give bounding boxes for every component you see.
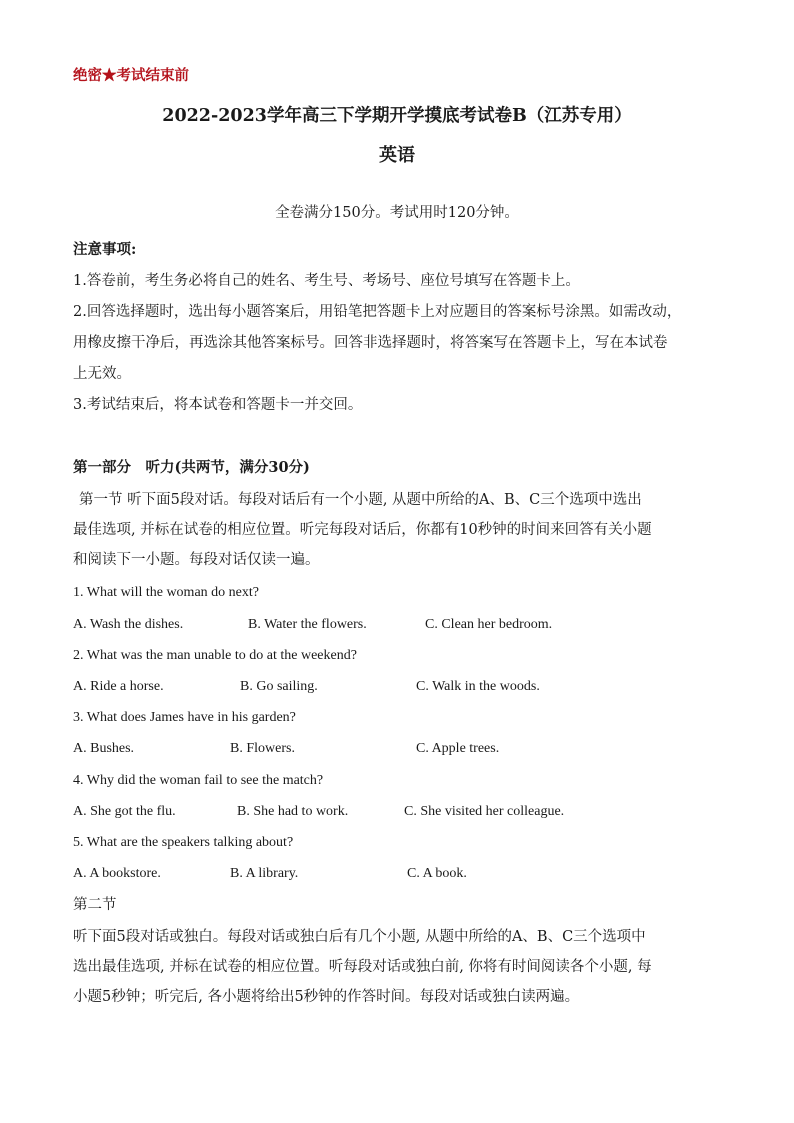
question-3-option-b: B. Flowers. <box>230 741 295 756</box>
section2-intro-line-2: 选出最佳选项, 并标在试卷的相应位置。听每段对话或独白前, 你将有时间阅读各个小题, 每 <box>73 959 652 975</box>
question-3-option-c: C. Apple trees. <box>416 741 500 756</box>
confidential-label: 绝密★考试结束前 <box>73 67 189 84</box>
note-item-1: 1.答卷前，考生务必将自己的姓名、考生号、考场号、座位号填写在答题卡上。 <box>73 273 580 289</box>
section1-intro-line-3: 和阅读下一小题。每段对话仅读一遍。 <box>73 552 320 568</box>
section2-heading: 第二节 <box>73 897 117 913</box>
question-2-option-c: C. Walk in the woods. <box>416 679 540 694</box>
note-item-3: 3.考试结束后，将本试卷和答题卡一并交回。 <box>73 397 363 413</box>
section2-intro-line-1: 听下面5段对话或独白。每段对话或独白后有几个小题, 从题中所给的A、B、C三个选项中 <box>73 929 646 945</box>
question-1-option-a: A. Wash the dishes. <box>73 617 184 632</box>
question-5-option-b: B. A library. <box>230 866 299 881</box>
exam-title: 2022-2023学年高三下学期开学摸底考试卷B（江苏专用） <box>162 106 632 126</box>
question-4-stem: 4. Why did the woman fail to see the match? <box>73 773 324 788</box>
question-2-stem: 2. What was the man unable to do at the weekend? <box>73 648 357 663</box>
question-1-option-b: B. Water the flowers. <box>248 617 367 632</box>
score-info: 全卷满分150分。考试用时120分钟。 <box>275 205 519 221</box>
note-item-2-line-1: 2.回答选择题时，选出每小题答案后，用铅笔把答题卡上对应题目的答案标号涂黑。如需改动， <box>73 304 682 320</box>
section1-intro-line-2: 最佳选项, 并标在试卷的相应位置。听完每段对话后，你都有10秒钟的时间来回答有关小题 <box>73 522 652 538</box>
question-2-option-b: B. Go sailing. <box>240 679 318 694</box>
question-5-stem: 5. What are the speakers talking about? <box>73 835 294 850</box>
note-item-2-line-3: 上无效。 <box>73 366 131 382</box>
notes-heading: 注意事项: <box>73 241 137 258</box>
question-2-option-a: A. Ride a horse. <box>73 679 164 694</box>
question-4-option-b: B. She had to work. <box>237 804 349 819</box>
question-1-stem: 1. What will the woman do next? <box>73 585 259 600</box>
question-1-option-c: C. Clean her bedroom. <box>425 617 553 632</box>
section2-intro-line-3: 小题5秒钟；听完后, 各小题将给出5秒钟的作答时间。每段对话或独白读两遍。 <box>73 989 580 1005</box>
question-3-stem: 3. What does James have in his garden? <box>73 710 296 725</box>
question-5-option-c: C. A book. <box>407 866 467 881</box>
part1-heading: 第一部分 听力(共两节，满分30分) <box>73 459 310 476</box>
subject-title: 英语 <box>379 145 415 166</box>
question-3-option-a: A. Bushes. <box>73 741 135 756</box>
question-5-option-a: A. A bookstore. <box>73 866 161 881</box>
note-item-2-line-2: 用橡皮擦干净后，再选涂其他答案标号。回答非选择题时，将答案写在答题卡上，写在本试卷 <box>73 335 668 351</box>
question-4-option-a: A. She got the flu. <box>73 804 176 819</box>
question-4-option-c: C. She visited her colleague. <box>404 804 565 819</box>
section1-intro-line-1: 第一节 听下面5段对话。每段对话后有一个小题, 从题中所给的A、B、C三个选项中选出 <box>79 492 642 508</box>
